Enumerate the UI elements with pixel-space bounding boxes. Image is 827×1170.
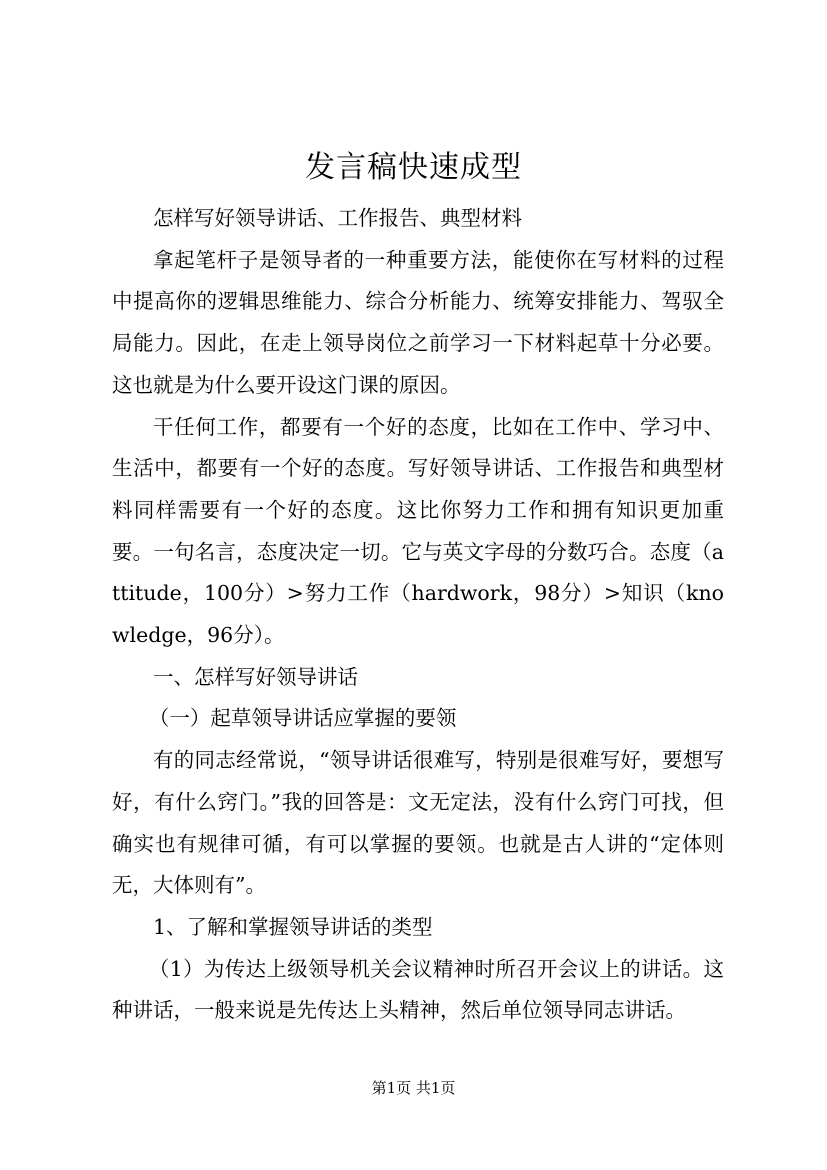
body-paragraph: （1）为传达上级领导机关会议精神时所召开会议上的讲话。这种讲话，一般来说是先传达上头精神，然后单位领导同志讲话。 xyxy=(112,956,724,1023)
page-footer: 第1页 共1页 xyxy=(371,1079,456,1097)
body-paragraph: 拿起笔杆子是领导者的一种重要方法，能使你在写材料的过程中提高你的逻辑思维能力、综合分析能力、统筹安排能力、驾驭全局能力。因此，在走上领导岗位之前学习一下材料起草十分必要。这也就是为什么要开设这门课的原因。 xyxy=(112,247,724,397)
subtitle-paragraph: 怎样写好领导讲话、工作报告、典型材料 xyxy=(153,206,522,230)
section-heading: 一、怎样写好领导讲话 xyxy=(153,664,358,689)
document-title: 发言稿快速成型 xyxy=(305,150,522,185)
subsection-heading: （一）起草领导讲话应掌握的要领 xyxy=(148,706,457,731)
body-paragraph: 有的同志经常说，“领导讲话很难写，特别是很难写好，要想写好，有什么窍门。”我的回答是：文无定法，没有什么窍门可找，但确实也有规律可循，有可以掌握的要领。也就是古人讲的“定体则无，大体则有”。 xyxy=(112,748,724,898)
body-paragraph: 干任何工作，都要有一个好的态度，比如在工作中、学习中、生活中，都要有一个好的态度。写好领导讲话、工作报告和典型材料同样需要有一个好的态度。这比你努力工作和拥有知识更加重要。一句名言，态度决定一切。它与英文字母的分数巧合。态度（attitude，100分）>努力工作（hardwork，98分）>知识（knowledge，96分）。 xyxy=(112,414,724,648)
document-body xyxy=(112,198,724,1032)
numbered-heading: 1、了解和掌握领导讲话的类型 xyxy=(153,914,433,939)
